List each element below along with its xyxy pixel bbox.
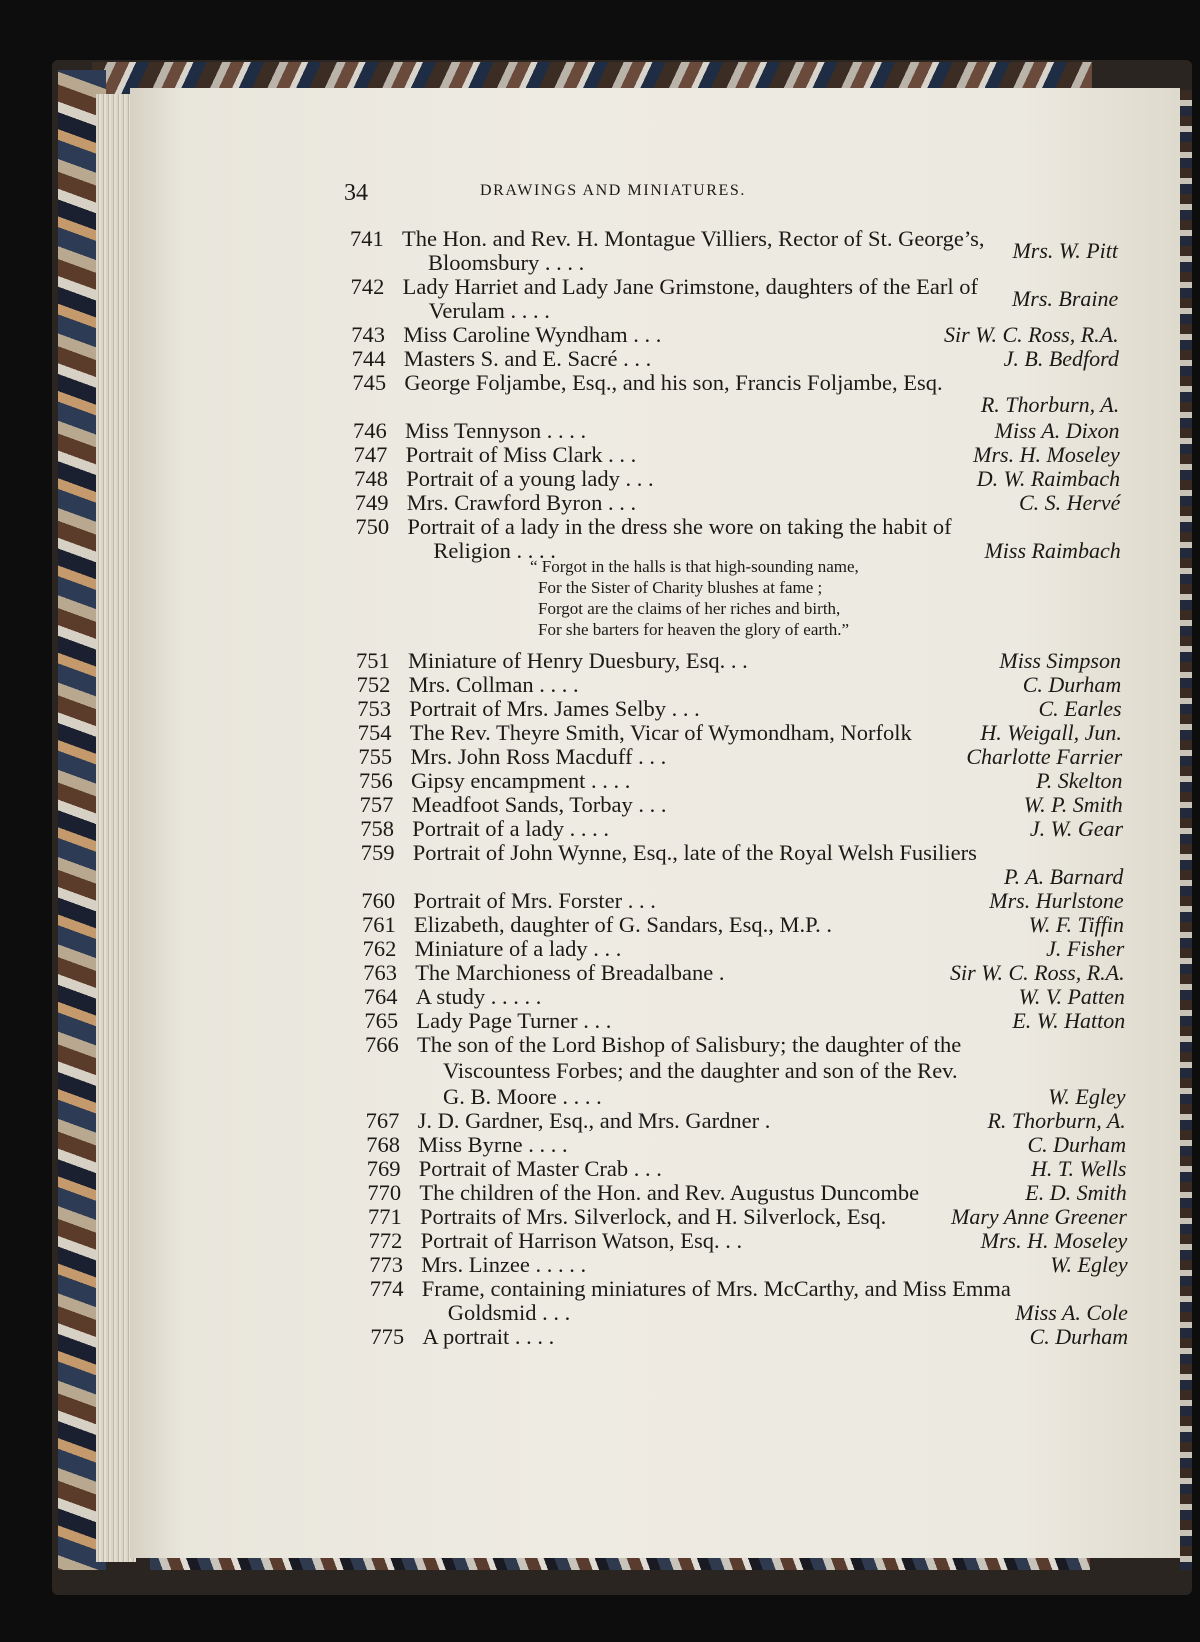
entry-number: 772 xyxy=(368,1228,403,1253)
catalogue-entry xyxy=(363,936,622,962)
artist-name: Mrs. W. Pitt xyxy=(1012,238,1118,263)
entry-number: 744 xyxy=(351,346,386,371)
entry-title: Miss Byrne . . . . xyxy=(418,1132,568,1157)
entry-number: 753 xyxy=(357,696,391,721)
entry-title: A study . . . . . xyxy=(415,984,542,1009)
catalogue-entry xyxy=(353,418,586,444)
artist-name: R. Thorburn, A. xyxy=(980,392,1120,417)
artist-name: E. D. Smith xyxy=(1025,1180,1127,1205)
artist-name: R. Thorburn, A. xyxy=(987,1108,1126,1133)
entry-number: 771 xyxy=(368,1204,402,1229)
artist-name: W. P. Smith xyxy=(1023,792,1123,817)
artist-name: Sir W. C. Ross, R.A. xyxy=(950,960,1125,985)
entry-number: 751 xyxy=(356,648,390,673)
entry-number: 775 xyxy=(370,1324,405,1349)
entry-title: Lady Harriet and Lady Jane Grimstone, daughters of the Earl of xyxy=(402,274,979,299)
quote-line: For she barters for heaven the glory of earth.” xyxy=(538,620,850,639)
artist-name: J. B. Bedford xyxy=(1003,346,1119,371)
catalogue-entry xyxy=(355,514,951,540)
catalogue-entry xyxy=(365,1032,961,1058)
artist-name: W. F. Tiffin xyxy=(1028,912,1124,937)
catalogue-entry xyxy=(354,442,637,468)
entry-number: 767 xyxy=(365,1108,400,1133)
entry-title-continued: G. B. Moore . . . . xyxy=(443,1084,602,1109)
artist-name: C. Durham xyxy=(1027,1132,1127,1157)
artist-name: E. W. Hatton xyxy=(1012,1008,1126,1033)
entry-number: 749 xyxy=(354,490,389,515)
artist-name: Miss A. Cole xyxy=(1015,1300,1128,1325)
catalogue-entry xyxy=(357,672,579,698)
entry-title-continued: Bloomsbury . . . . xyxy=(428,250,585,275)
catalogue-entry xyxy=(366,1108,771,1134)
catalogue-entry xyxy=(366,1132,567,1158)
entry-number: 773 xyxy=(369,1252,403,1277)
catalogue-entry xyxy=(354,466,653,492)
artist-name: Miss Simpson xyxy=(999,648,1121,673)
artist-name: H. T. Wells xyxy=(1031,1156,1127,1181)
artist-name: Mrs. Hurlstone xyxy=(989,888,1124,913)
entry-number: 763 xyxy=(363,960,397,985)
entry-title-continued: Goldsmid . . . xyxy=(447,1300,571,1325)
catalogue-entry xyxy=(355,490,636,516)
entry-title: J. D. Gardner, Esq., and Mrs. Gardner . xyxy=(417,1108,771,1133)
page-number: 34 xyxy=(344,180,368,206)
catalogue-entry xyxy=(351,322,661,348)
catalogue-entry xyxy=(356,648,748,674)
entry-number: 761 xyxy=(362,912,396,937)
catalogue-entry xyxy=(370,1276,1011,1302)
entry-title: Portrait of Mrs. Forster . . . xyxy=(413,888,656,913)
entry-title: A portrait . . . . xyxy=(422,1324,555,1349)
catalogue-entry xyxy=(370,1324,554,1350)
entry-number: 758 xyxy=(360,816,394,841)
catalogue-entry xyxy=(369,1228,742,1254)
entry-number: 748 xyxy=(354,466,388,491)
artist-name: W. Egley xyxy=(1048,1084,1126,1109)
artist-name: Miss A. Dixon xyxy=(994,418,1120,443)
entry-title: Portrait of Harrison Watson, Esq. . . xyxy=(420,1228,743,1253)
catalogue-entry xyxy=(360,792,667,818)
entry-title-continued: Viscountess Forbes; and the daughter and son of the Rev. xyxy=(443,1058,958,1083)
quote-line: For the Sister of Charity blushes at fame ; xyxy=(538,578,823,597)
artist-name: W. Egley xyxy=(1050,1252,1128,1277)
entry-number: 766 xyxy=(365,1032,399,1057)
catalogue-entry xyxy=(362,912,832,938)
entry-title: Miniature of Henry Duesbury, Esq. . . xyxy=(408,648,748,673)
artist-name: H. Weigall, Jun. xyxy=(980,720,1122,745)
catalogue-entry xyxy=(357,696,700,722)
entry-number: 759 xyxy=(360,840,395,865)
catalogue-entry xyxy=(359,768,630,794)
artist-name: C. S. Hervé xyxy=(1018,490,1121,515)
artist-name: Miss Raimbach xyxy=(984,538,1121,563)
artist-name: Mary Anne Greener xyxy=(951,1204,1127,1229)
entry-number: 754 xyxy=(357,720,392,745)
entry-title: Meadfoot Sands, Torbay . . . xyxy=(411,792,667,817)
entry-number: 746 xyxy=(353,418,387,443)
catalogue-entry xyxy=(352,370,942,396)
entry-title: Miss Tennyson . . . . xyxy=(405,418,587,443)
entry-title: Mrs. Collman . . . . xyxy=(408,672,579,697)
running-title: DRAWINGS AND MINIATURES. xyxy=(480,182,747,199)
entry-title: The Marchioness of Breadalbane . xyxy=(415,960,725,985)
entry-title-continued: Verulam . . . . xyxy=(428,298,550,323)
artist-name: Mrs. H. Moseley xyxy=(973,442,1120,467)
entry-title: Portrait of a lady . . . . xyxy=(412,816,610,841)
catalogue-entry xyxy=(367,1180,919,1206)
entry-number: 750 xyxy=(355,514,390,539)
entry-title: The Rev. Theyre Smith, Vicar of Wymondham, Norfolk xyxy=(409,720,912,745)
artist-name: W. V. Patten xyxy=(1018,984,1125,1009)
entry-title: Elizabeth, daughter of G. Sandars, Esq., M.P. . xyxy=(414,912,833,937)
entry-number: 770 xyxy=(367,1180,402,1205)
catalogue-entry xyxy=(360,816,609,842)
artist-name: Mrs. Braine xyxy=(1011,286,1119,311)
entry-title: Mrs. John Ross Macduff . . . xyxy=(410,744,667,769)
artist-name: J. Fisher xyxy=(1046,936,1125,961)
entry-number: 755 xyxy=(358,744,393,769)
entry-title: The children of the Hon. and Rev. Augustus Duncombe xyxy=(419,1180,920,1205)
entry-title: Gipsy encampment . . . . xyxy=(411,768,631,793)
entry-title: George Foljambe, Esq., and his son, Francis Foljambe, Esq. xyxy=(404,370,943,395)
entry-title: Frame, containing miniatures of Mrs. McCarthy, and Miss Emma xyxy=(421,1276,1011,1301)
catalogue-entry xyxy=(351,274,978,300)
catalogue-entry xyxy=(358,720,912,746)
catalogue-entry xyxy=(364,984,542,1010)
entry-number: 765 xyxy=(364,1008,399,1033)
entry-title: Portrait of a young lady . . . xyxy=(406,466,654,491)
artist-name: C. Durham xyxy=(1022,672,1122,697)
entry-title: Miss Caroline Wyndham . . . xyxy=(403,322,662,347)
artist-name: C. Earles xyxy=(1038,696,1122,721)
catalogue-page xyxy=(130,88,1180,1558)
marbled-edge-right xyxy=(1180,90,1192,1570)
entry-number: 747 xyxy=(353,442,388,467)
entry-number: 769 xyxy=(366,1156,401,1181)
entry-number: 745 xyxy=(352,370,387,395)
catalogue-entry xyxy=(358,744,666,770)
entry-number: 762 xyxy=(362,936,397,961)
artist-name: Sir W. C. Ross, R.A. xyxy=(944,322,1119,347)
entry-number: 741 xyxy=(350,226,384,251)
entry-number: 742 xyxy=(350,274,385,299)
entry-number: 774 xyxy=(369,1276,404,1301)
catalogue-entry xyxy=(350,226,985,252)
entry-title: Portrait of John Wynne, Esq., late of the Royal Welsh Fusiliers xyxy=(412,840,977,865)
entry-title: The son of the Lord Bishop of Salisbury; the daughter of the xyxy=(417,1032,962,1057)
catalogue-entry xyxy=(363,960,724,986)
catalogue-entry xyxy=(361,888,655,914)
entry-number: 764 xyxy=(363,984,398,1009)
catalogue-entry xyxy=(364,1008,611,1034)
catalogue-entry xyxy=(368,1204,886,1230)
entry-number: 752 xyxy=(356,672,391,697)
catalogue-entry xyxy=(361,840,977,866)
artist-name: Charlotte Farrier xyxy=(966,744,1123,769)
artist-name: J. W. Gear xyxy=(1029,816,1124,841)
entry-number: 743 xyxy=(351,322,385,347)
entry-number: 757 xyxy=(359,792,394,817)
entry-number: 760 xyxy=(361,888,396,913)
artist-name: D. W. Raimbach xyxy=(976,466,1121,491)
entry-title: Portrait of Master Crab . . . xyxy=(418,1156,662,1181)
entry-title: Mrs. Linzee . . . . . xyxy=(421,1252,587,1277)
entry-title: Lady Page Turner . . . xyxy=(416,1008,612,1033)
entry-number: 768 xyxy=(366,1132,400,1157)
entry-list xyxy=(130,88,1180,1558)
catalogue-entry xyxy=(367,1156,662,1182)
quote-line: “ Forgot in the halls is that high-sounding name, xyxy=(530,557,859,576)
entry-title: Portraits of Mrs. Silverlock, and H. Silverlock, Esq. xyxy=(420,1204,887,1229)
catalogue-entry xyxy=(369,1252,586,1278)
artist-name: Mrs. H. Moseley xyxy=(980,1228,1128,1253)
entry-title: The Hon. and Rev. H. Montague Villiers, Rector of St. George’s, xyxy=(402,226,985,251)
artist-name: C. Durham xyxy=(1029,1324,1129,1349)
quote-line: Forgot are the claims of her riches and birth, xyxy=(538,599,841,618)
artist-name: P. A. Barnard xyxy=(1004,864,1124,889)
entry-number: 756 xyxy=(359,768,393,793)
catalogue-entry xyxy=(352,346,651,372)
poem-quote xyxy=(530,556,859,640)
entry-title: Miniature of a lady . . . xyxy=(414,936,622,961)
entry-title: Portrait of a lady in the dress she wore on taking the habit of xyxy=(407,514,952,539)
entry-title: Masters S. and E. Sacré . . . xyxy=(403,346,652,371)
entry-title: Mrs. Crawford Byron . . . xyxy=(406,490,637,515)
entry-title-continued: Religion . . . . xyxy=(433,538,556,563)
entry-title: Portrait of Miss Clark . . . xyxy=(405,442,637,467)
artist-name: P. Skelton xyxy=(1036,768,1123,793)
entry-title: Portrait of Mrs. James Selby . . . xyxy=(409,696,700,721)
